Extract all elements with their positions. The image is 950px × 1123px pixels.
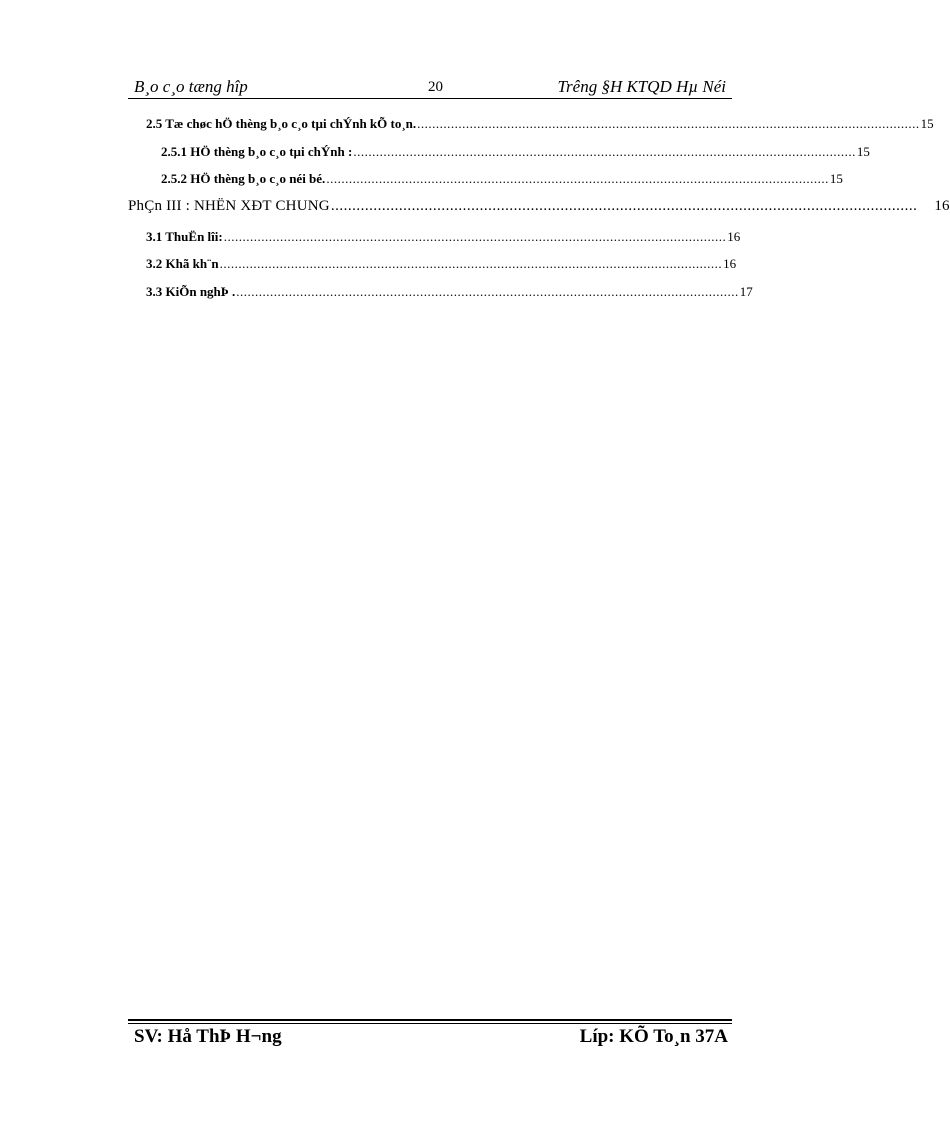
toc-entry-title: PhÇn III : NHËN XÐT CHUNG bbox=[128, 198, 330, 214]
footer-divider-thick bbox=[128, 1019, 732, 1021]
footer-student-name: SV: Hå ThÞ H¬ng bbox=[134, 1026, 282, 1047]
toc-entry-page: 16 bbox=[723, 256, 737, 271]
toc-entry-3-1[interactable] bbox=[146, 229, 741, 245]
header-page-number: 20 bbox=[428, 79, 443, 95]
toc-entry-page: 16 bbox=[934, 198, 950, 214]
toc-entry-title: 3.3 KiÕn nghÞ . bbox=[146, 284, 236, 299]
toc-entry-title: 2.5.2 HÖ thèng b¸o c¸o néi bé. bbox=[161, 171, 326, 186]
toc-entry-title: 2.5 Tæ chøc hÖ thèng b¸o c¸o tµi chÝnh kÕ to¸n. bbox=[146, 116, 417, 131]
toc-entry-page: 15 bbox=[920, 116, 934, 131]
toc-leader-dots: .......................................................................................................................................... bbox=[330, 198, 918, 214]
header-report-title: B¸o c¸o tæng hîp bbox=[134, 77, 248, 96]
toc-leader-dots: ...................................................................................................................................... bbox=[236, 284, 739, 299]
toc-entry-2-5[interactable] bbox=[146, 116, 934, 132]
footer-class-name: Líp: KÕ To¸n 37A bbox=[579, 1026, 728, 1047]
toc-entry-3-2[interactable] bbox=[146, 256, 737, 272]
toc-entry-page: 15 bbox=[829, 171, 843, 186]
page-header bbox=[128, 76, 732, 99]
toc-entry-part-3[interactable] bbox=[128, 198, 950, 215]
header-university-name: Trêng §H KTQD Hµ Néi bbox=[557, 77, 726, 96]
toc-entry-2-5-1[interactable] bbox=[161, 144, 870, 160]
toc-leader-dots: ...................................................................................................................................... bbox=[223, 229, 727, 244]
toc-entry-page: 17 bbox=[739, 284, 753, 299]
toc-leader-dots: ...................................................................................................................................... bbox=[219, 256, 723, 271]
toc-entry-page: 15 bbox=[856, 144, 870, 159]
toc-leader-dots: ...................................................................................................................................... bbox=[326, 171, 829, 186]
toc-leader-dots: ...................................................................................................................................... bbox=[353, 144, 856, 159]
toc-entry-page: 16 bbox=[727, 229, 741, 244]
toc-entry-title: 2.5.1 HÖ thèng b¸o c¸o tµi chÝnh : bbox=[161, 144, 353, 159]
toc-entry-2-5-2[interactable] bbox=[161, 171, 843, 187]
toc-entry-title: 3.1 ThuËn lîi: bbox=[146, 229, 223, 244]
toc-leader-dots: ...................................................................................................................................... bbox=[417, 116, 920, 131]
toc-entry-3-3[interactable] bbox=[146, 284, 753, 300]
toc-entry-title: 3.2 Khã kh¨n bbox=[146, 256, 219, 271]
